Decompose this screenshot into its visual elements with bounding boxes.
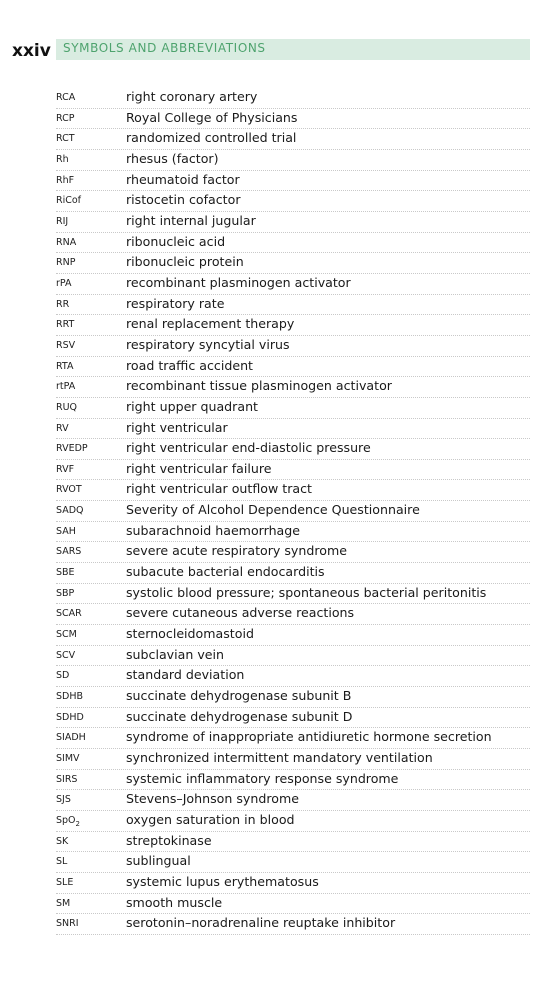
abbreviation (56, 464, 74, 475)
abbreviation-text: rPA (56, 277, 72, 289)
abbreviation-text: RCP (56, 112, 75, 124)
list-item (56, 315, 530, 336)
abbreviation-text: Rh (56, 153, 69, 165)
abbreviation (56, 381, 75, 392)
list-item (56, 150, 530, 171)
list-item (56, 646, 530, 667)
abbreviation-text: SM (56, 897, 71, 909)
list-item (56, 253, 530, 274)
abbreviation (56, 526, 76, 537)
abbreviation (56, 113, 75, 124)
abbreviation-text: RIJ (56, 215, 69, 227)
abbreviation (56, 877, 73, 888)
abbreviation (56, 712, 84, 723)
definition: rhesus (factor) (126, 150, 219, 166)
list-item (56, 832, 530, 853)
abbreviation (56, 753, 80, 764)
abbreviation-text: rtPA (56, 381, 76, 393)
list-item (56, 584, 530, 605)
abbreviation (56, 154, 69, 165)
definition: sternocleidomastoid (126, 626, 254, 642)
list-item (56, 790, 530, 811)
abbreviation (56, 918, 79, 929)
abbreviation-text: SK (56, 835, 69, 847)
definition: sublingual (126, 853, 191, 869)
abbreviation-list (56, 88, 530, 935)
abbreviation-text: RhF (56, 174, 75, 186)
definition: systemic inflammatory response syndrome (126, 770, 399, 786)
abbreviation-text: SADQ (56, 505, 84, 517)
list-item (56, 460, 530, 481)
definition: ristocetin cofactor (126, 192, 241, 208)
definition: severe acute respiratory syndrome (126, 543, 347, 559)
abbreviation (56, 195, 81, 206)
abbreviation (56, 546, 81, 557)
list-item (56, 336, 530, 357)
list-item (56, 212, 530, 233)
definition: smooth muscle (126, 894, 223, 910)
abbreviation-subscript: 2 (75, 819, 81, 828)
abbreviation-text: SIMV (56, 753, 80, 764)
list-item (56, 109, 530, 130)
page-number: xxiv (12, 41, 51, 61)
definition: streptokinase (126, 832, 212, 848)
abbreviation (56, 216, 68, 227)
definition: Stevens–Johnson syndrome (126, 791, 299, 807)
definition: right coronary artery (126, 89, 258, 104)
definition: ribonucleic protein (126, 254, 244, 270)
abbreviation (56, 774, 77, 785)
abbreviation (56, 423, 69, 434)
abbreviation-text: RUQ (56, 401, 78, 413)
list-item (56, 542, 530, 563)
abbreviation-text: SDHD (56, 711, 84, 723)
abbreviation (56, 361, 73, 372)
list-item (56, 563, 530, 584)
definition: severe cutaneous adverse reactions (126, 605, 355, 621)
abbreviation-text: RR (56, 298, 70, 310)
list-item (56, 295, 530, 316)
abbreviation-text: RVF (56, 463, 75, 475)
abbreviation (56, 836, 68, 847)
abbreviation-text: SDHB (56, 691, 84, 703)
abbreviation-text: SNRI (56, 918, 79, 930)
definition: systemic lupus erythematosus (126, 873, 319, 889)
list-item (56, 666, 530, 687)
abbreviation (56, 133, 75, 144)
definition: recombinant plasminogen activator (126, 274, 351, 290)
abbreviation (56, 402, 77, 413)
abbreviation (56, 629, 77, 640)
abbreviation (56, 257, 75, 268)
definition: right ventricular (126, 419, 228, 435)
definition: subacute bacterial endocarditis (126, 564, 325, 580)
abbreviation (56, 175, 74, 186)
abbreviation-text: RNP (56, 257, 76, 269)
definition: standard deviation (126, 667, 245, 683)
abbreviation-text: SCM (56, 629, 77, 641)
abbreviation-text: SL (56, 856, 68, 868)
section-header (56, 39, 530, 60)
list-item (56, 377, 530, 398)
definition: respiratory rate (126, 295, 225, 311)
abbreviation-text: RTA (56, 360, 74, 372)
list-item (56, 88, 530, 109)
abbreviation-text: SpO (56, 814, 76, 826)
definition: respiratory syncytial virus (126, 336, 290, 352)
definition: right upper quadrant (126, 398, 258, 414)
list-item (56, 419, 530, 440)
abbreviation-text: RCT (56, 133, 75, 145)
abbreviation-text: SIADH (56, 732, 86, 744)
definition: syndrome of inappropriate antidiuretic hormone secretion (126, 729, 492, 745)
definition: Severity of Alcohol Dependence Questionnaire (126, 502, 420, 518)
abbreviation-text: RiCof (56, 195, 82, 207)
definition: recombinant tissue plasminogen activator (126, 378, 392, 394)
definition: ribonucleic acid (126, 233, 226, 249)
abbreviation-text: SARS (56, 546, 82, 558)
abbreviation (56, 319, 74, 330)
list-item (56, 852, 530, 873)
list-item (56, 728, 530, 749)
list-item (56, 233, 530, 254)
list-item (56, 749, 530, 770)
definition: Royal College of Physicians (126, 109, 298, 125)
abbreviation-text: RV (56, 422, 69, 434)
list-item (56, 770, 530, 791)
abbreviation-text: SAH (56, 525, 76, 537)
abbreviation (56, 567, 75, 578)
definition: subarachnoid haemorrhage (126, 522, 301, 538)
abbreviation-text: RVEDP (56, 443, 88, 455)
list-item (56, 811, 530, 832)
abbreviation-text: RNA (56, 236, 77, 248)
list-item (56, 914, 530, 935)
list-item (56, 625, 530, 646)
list-item (56, 873, 530, 894)
list-item (56, 894, 530, 915)
list-item (56, 191, 530, 212)
abbreviation (56, 484, 82, 495)
abbreviation-text: RVOT (56, 484, 82, 496)
abbreviation (56, 898, 70, 909)
abbreviation (56, 815, 80, 828)
list-item (56, 357, 530, 378)
definition: right ventricular failure (126, 460, 272, 476)
definition: right internal jugular (126, 212, 256, 228)
list-item (56, 480, 530, 501)
abbreviation-text: SBP (56, 587, 75, 599)
abbreviation (56, 505, 84, 516)
definition: systolic blood pressure; spontaneous bacterial peritonitis (126, 584, 487, 600)
definition: oxygen saturation in blood (126, 811, 295, 827)
abbreviation (56, 794, 71, 805)
abbreviation (56, 340, 75, 351)
abbreviation-text: RSV (56, 339, 76, 351)
definition: road traffic accident (126, 357, 253, 373)
definition: synchronized intermittent mandatory ventilation (126, 750, 433, 765)
abbreviation-text: RCA (56, 92, 76, 103)
list-item (56, 708, 530, 729)
abbreviation (56, 670, 69, 681)
abbreviation (56, 691, 83, 702)
abbreviation-text: SBE (56, 567, 75, 579)
definition: right ventricular outflow tract (126, 481, 312, 497)
abbreviation (56, 92, 75, 103)
abbreviation (56, 237, 76, 248)
abbreviation-text: SCAR (56, 608, 82, 620)
definition: succinate dehydrogenase subunit B (126, 688, 352, 704)
definition: serotonin–noradrenaline reuptake inhibitor (126, 915, 396, 931)
abbreviation-text: RRT (56, 319, 75, 331)
abbreviation (56, 608, 82, 619)
list-item (56, 687, 530, 708)
list-item (56, 274, 530, 295)
list-item (56, 439, 530, 460)
definition: subclavian vein (126, 646, 225, 662)
definition: rheumatoid factor (126, 171, 240, 187)
abbreviation (56, 732, 86, 743)
definition: right ventricular end-diastolic pressure (126, 440, 371, 456)
abbreviation-text: SLE (56, 876, 74, 888)
abbreviation-text: SCV (56, 649, 76, 661)
abbreviation (56, 278, 72, 289)
abbreviation (56, 856, 67, 867)
abbreviation-text: SD (56, 670, 70, 682)
abbreviation-text: SIRS (56, 773, 78, 785)
list-item (56, 129, 530, 150)
abbreviation (56, 299, 69, 310)
list-item (56, 522, 530, 543)
list-item (56, 604, 530, 625)
definition: succinate dehydrogenase subunit D (126, 708, 353, 724)
list-item (56, 398, 530, 419)
list-item (56, 171, 530, 192)
definition: renal replacement therapy (126, 316, 295, 332)
section-title: SYMBOLS AND ABBREVIATIONS (63, 41, 266, 55)
abbreviation-text: SJS (56, 794, 71, 806)
definition: randomized controlled trial (126, 130, 297, 146)
abbreviation (56, 588, 74, 599)
list-item (56, 501, 530, 522)
abbreviation (56, 443, 88, 454)
abbreviation (56, 650, 75, 661)
